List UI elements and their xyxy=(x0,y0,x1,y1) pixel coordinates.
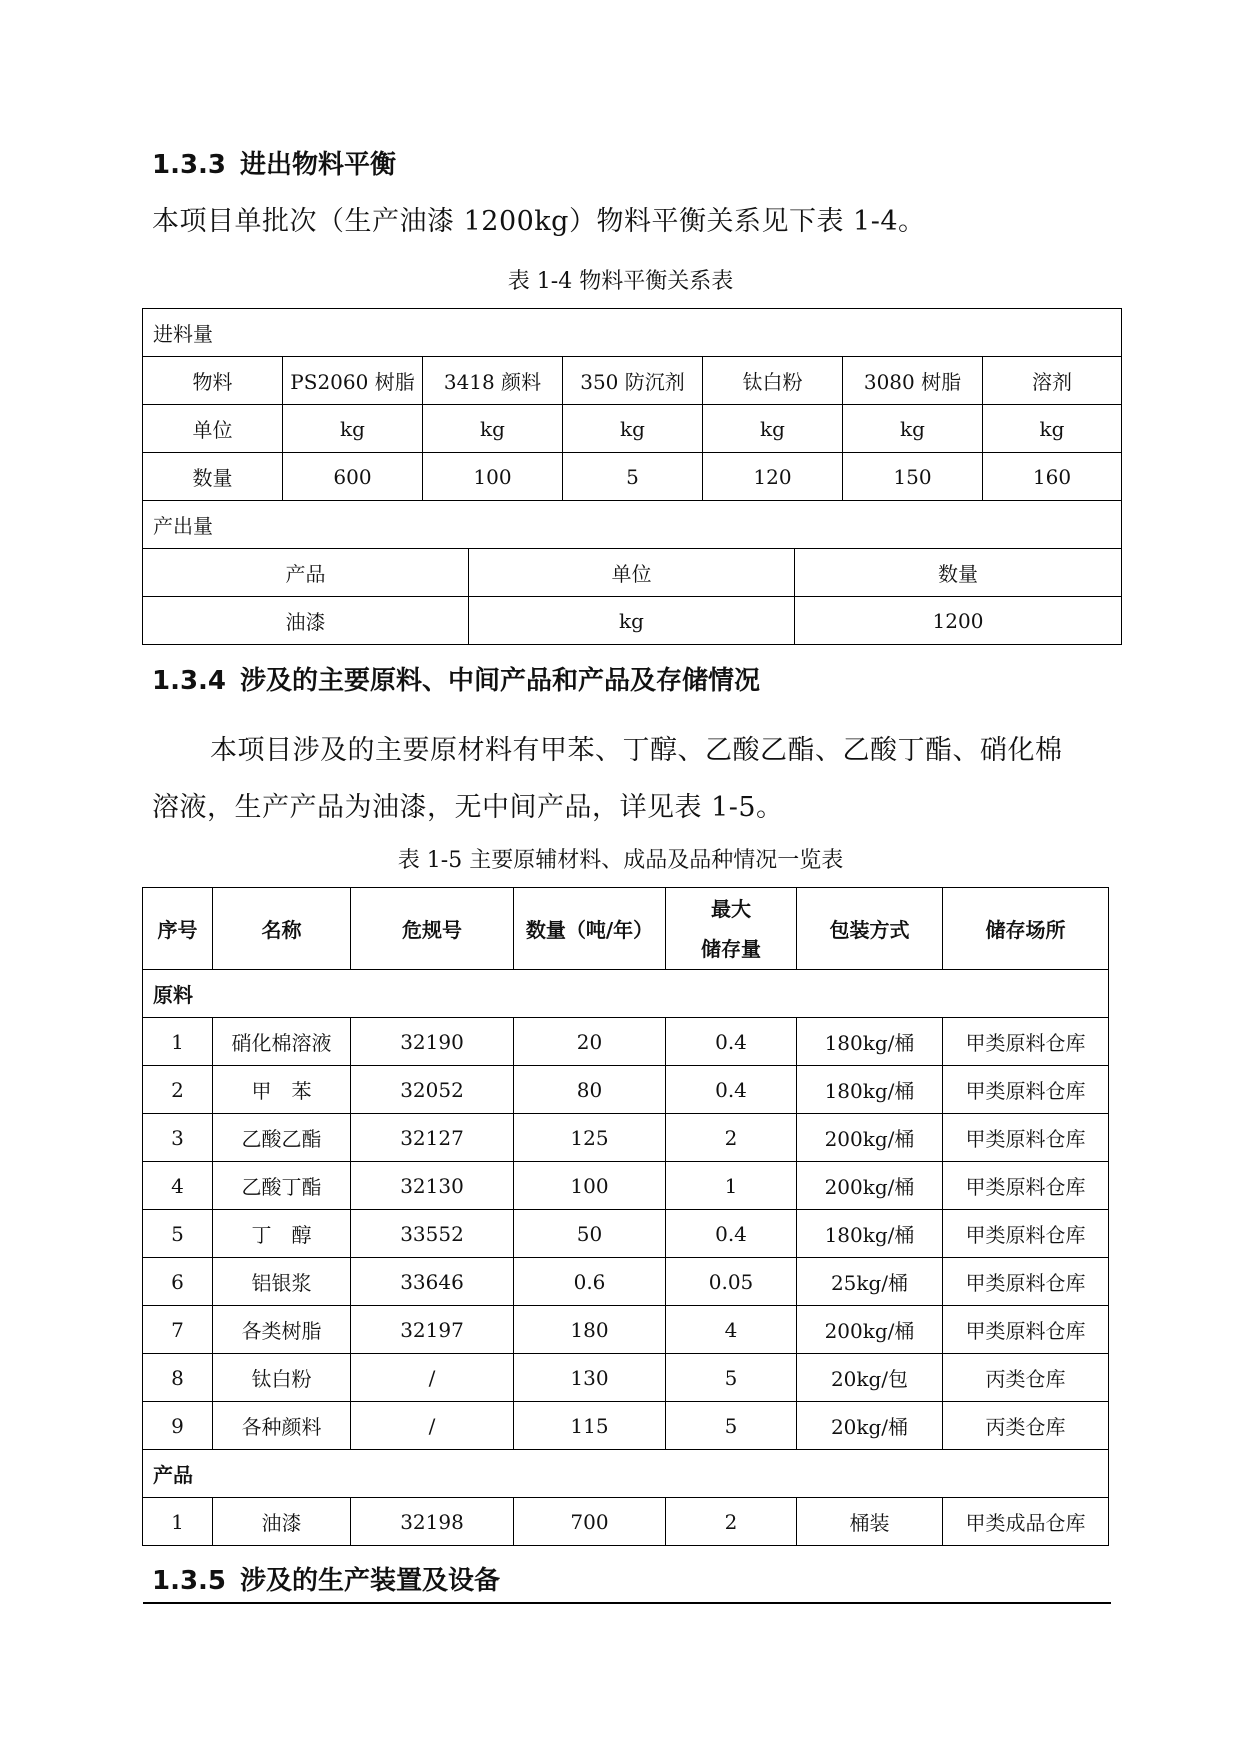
bottom-rule xyxy=(143,1602,1111,1604)
unit-row xyxy=(143,405,1122,453)
table-cell: 200kg/桶 xyxy=(797,1162,943,1210)
section-title: 涉及的主要原料、中间产品和产品及存储情况 xyxy=(240,666,761,696)
table-cell: 20kg/包 xyxy=(797,1354,943,1402)
table-cell: kg xyxy=(563,405,703,453)
col-header-store: 储存场所 xyxy=(943,888,1109,970)
table-cell: 0.4 xyxy=(666,1210,797,1258)
table-cell: 5 xyxy=(143,1210,213,1258)
table-cell: 100 xyxy=(514,1162,666,1210)
table-cell: 160 xyxy=(983,453,1122,501)
section-heading-1-3-3 xyxy=(152,144,396,181)
quantity-row xyxy=(143,453,1122,501)
table-cell: 32052 xyxy=(351,1066,514,1114)
table-cell: 甲类原料仓库 xyxy=(943,1162,1109,1210)
materials-table xyxy=(142,887,1109,1546)
table-cell: 180kg/桶 xyxy=(797,1018,943,1066)
table-section-row xyxy=(143,309,1122,357)
table-cell: 4 xyxy=(666,1306,797,1354)
table-section-row xyxy=(143,501,1122,549)
product-rows xyxy=(143,1498,1109,1546)
table-cell: 油漆 xyxy=(213,1498,351,1546)
table-row xyxy=(143,1066,1109,1114)
table-cell: 2 xyxy=(666,1114,797,1162)
table-cell: 2 xyxy=(143,1066,213,1114)
table-cell: 120 xyxy=(703,453,843,501)
raw-material-label: 原料 xyxy=(143,970,1109,1018)
table-row xyxy=(143,1210,1109,1258)
table-cell: 1 xyxy=(666,1162,797,1210)
table-cell: 丁 醇 xyxy=(213,1210,351,1258)
table-cell: 桶装 xyxy=(797,1498,943,1546)
table-cell: 丙类仓库 xyxy=(943,1402,1109,1450)
table-cell: 物料 xyxy=(143,357,283,405)
table-cell: 180kg/桶 xyxy=(797,1210,943,1258)
table-cell: 600 xyxy=(283,453,423,501)
table-section-row xyxy=(143,1450,1109,1498)
table-row xyxy=(143,1018,1109,1066)
table-cell: 8 xyxy=(143,1354,213,1402)
section-number: 1.3.3 xyxy=(152,150,227,180)
table-cell: 产品 xyxy=(143,549,469,597)
table-cell: 130 xyxy=(514,1354,666,1402)
table-cell: 甲类原料仓库 xyxy=(943,1114,1109,1162)
table-1-5-caption: 表 1-5 主要原辅材料、成品及品种情况一览表 xyxy=(397,848,844,873)
table-cell: 6 xyxy=(143,1258,213,1306)
table-row xyxy=(143,1258,1109,1306)
table-cell: 180 xyxy=(514,1306,666,1354)
table-cell: 钛白粉 xyxy=(213,1354,351,1402)
table-cell: 115 xyxy=(514,1402,666,1450)
output-label: 产出量 xyxy=(143,501,1122,549)
table-cell: / xyxy=(351,1354,514,1402)
table-cell: / xyxy=(351,1402,514,1450)
table-cell: 单位 xyxy=(143,405,283,453)
col-header-name: 名称 xyxy=(213,888,351,970)
header-line: 储存量 xyxy=(701,936,761,961)
table-cell: 铝银浆 xyxy=(213,1258,351,1306)
table-cell: 溶剂 xyxy=(983,357,1122,405)
table-row xyxy=(143,1498,1109,1546)
col-header-max-storage xyxy=(666,888,797,970)
table-cell: 甲类原料仓库 xyxy=(943,1306,1109,1354)
table-cell: 32198 xyxy=(351,1498,514,1546)
table-row xyxy=(143,1162,1109,1210)
table-cell: 350 防沉剂 xyxy=(563,357,703,405)
table-row xyxy=(143,1306,1109,1354)
table-cell: 200kg/桶 xyxy=(797,1114,943,1162)
section-title: 进出物料平衡 xyxy=(240,150,397,180)
section-heading-1-3-5 xyxy=(152,1560,500,1597)
table-cell: PS2060 树脂 xyxy=(283,357,423,405)
section-number: 1.3.5 xyxy=(152,1566,227,1596)
output-row xyxy=(143,597,1122,645)
table-cell: 150 xyxy=(843,453,983,501)
table-cell: 20kg/桶 xyxy=(797,1402,943,1450)
table-cell: 乙酸乙酯 xyxy=(213,1114,351,1162)
table-cell: 33552 xyxy=(351,1210,514,1258)
table-cell: 9 xyxy=(143,1402,213,1450)
section-number: 1.3.4 xyxy=(152,666,227,696)
table-cell: 700 xyxy=(514,1498,666,1546)
table-cell: 1 xyxy=(143,1498,213,1546)
table-cell: 1 xyxy=(143,1018,213,1066)
table-cell: 甲 苯 xyxy=(213,1066,351,1114)
paragraph-line: 本项目涉及的主要原材料有甲苯、丁醇、乙酸乙酯、乙酸丁酯、硝化棉 xyxy=(210,735,1063,766)
table-cell: 125 xyxy=(514,1114,666,1162)
paragraph-line: 溶液，生产产品为油漆，无中间产品，详见表 1-5。 xyxy=(152,792,784,823)
col-header-qty: 数量（吨/年） xyxy=(514,888,666,970)
table-cell: 32197 xyxy=(351,1306,514,1354)
output-header-row xyxy=(143,549,1122,597)
raw-material-rows xyxy=(143,1018,1109,1450)
table-cell: 0.4 xyxy=(666,1066,797,1114)
table-cell: 4 xyxy=(143,1162,213,1210)
table-cell: kg xyxy=(983,405,1122,453)
table-cell: 钛白粉 xyxy=(703,357,843,405)
table-cell: 0.05 xyxy=(666,1258,797,1306)
table-cell: 33646 xyxy=(351,1258,514,1306)
table-cell: 0.6 xyxy=(514,1258,666,1306)
table-cell: 5 xyxy=(666,1354,797,1402)
section-heading-1-3-4 xyxy=(152,660,760,697)
table-row xyxy=(143,1114,1109,1162)
input-label: 进料量 xyxy=(143,309,1122,357)
table-cell: kg xyxy=(423,405,563,453)
table-header-row xyxy=(143,888,1109,970)
table-cell: 甲类原料仓库 xyxy=(943,1210,1109,1258)
table-cell: 数量 xyxy=(143,453,283,501)
table-cell: 50 xyxy=(514,1210,666,1258)
table-cell: 5 xyxy=(563,453,703,501)
table-cell: 25kg/桶 xyxy=(797,1258,943,1306)
table-cell: 数量 xyxy=(795,549,1122,597)
table-section-row xyxy=(143,970,1109,1018)
col-header-pack: 包装方式 xyxy=(797,888,943,970)
table-cell: 硝化棉溶液 xyxy=(213,1018,351,1066)
table-cell: kg xyxy=(283,405,423,453)
table-row xyxy=(143,1354,1109,1402)
table-cell: 3 xyxy=(143,1114,213,1162)
table-cell: kg xyxy=(703,405,843,453)
material-row xyxy=(143,357,1122,405)
table-cell: 各种颜料 xyxy=(213,1402,351,1450)
table-cell: 32190 xyxy=(351,1018,514,1066)
table-cell: 丙类仓库 xyxy=(943,1354,1109,1402)
table-cell: 100 xyxy=(423,453,563,501)
table-cell: 单位 xyxy=(469,549,795,597)
col-header-hazard: 危规号 xyxy=(351,888,514,970)
table-cell: 180kg/桶 xyxy=(797,1066,943,1114)
table-cell: 32130 xyxy=(351,1162,514,1210)
table-cell: 甲类原料仓库 xyxy=(943,1018,1109,1066)
table-cell: 80 xyxy=(514,1066,666,1114)
col-header-seq: 序号 xyxy=(143,888,213,970)
table-cell: 乙酸丁酯 xyxy=(213,1162,351,1210)
table-row xyxy=(143,1402,1109,1450)
table-cell: 20 xyxy=(514,1018,666,1066)
table-cell: 32127 xyxy=(351,1114,514,1162)
table-cell: kg xyxy=(469,597,795,645)
table-cell: 各类树脂 xyxy=(213,1306,351,1354)
table-cell: kg xyxy=(843,405,983,453)
table-cell: 0.4 xyxy=(666,1018,797,1066)
material-balance-table xyxy=(142,308,1122,549)
product-label: 产品 xyxy=(143,1450,1109,1498)
table-cell: 3418 颜料 xyxy=(423,357,563,405)
section-title: 涉及的生产装置及设备 xyxy=(240,1566,501,1596)
output-table xyxy=(142,548,1122,645)
table-cell: 甲类成品仓库 xyxy=(943,1498,1109,1546)
table-cell: 3080 树脂 xyxy=(843,357,983,405)
table-cell: 200kg/桶 xyxy=(797,1306,943,1354)
table-cell: 7 xyxy=(143,1306,213,1354)
table-cell: 1200 xyxy=(795,597,1122,645)
table-1-4-caption: 表 1-4 物料平衡关系表 xyxy=(507,269,734,294)
table-cell: 甲类原料仓库 xyxy=(943,1066,1109,1114)
table-cell: 5 xyxy=(666,1402,797,1450)
table-cell: 2 xyxy=(666,1498,797,1546)
table-cell: 甲类原料仓库 xyxy=(943,1258,1109,1306)
table-cell: 油漆 xyxy=(143,597,469,645)
header-line: 最大 xyxy=(711,896,751,921)
intro-paragraph: 本项目单批次（生产油漆 1200kg）物料平衡关系见下表 1-4。 xyxy=(152,206,926,237)
